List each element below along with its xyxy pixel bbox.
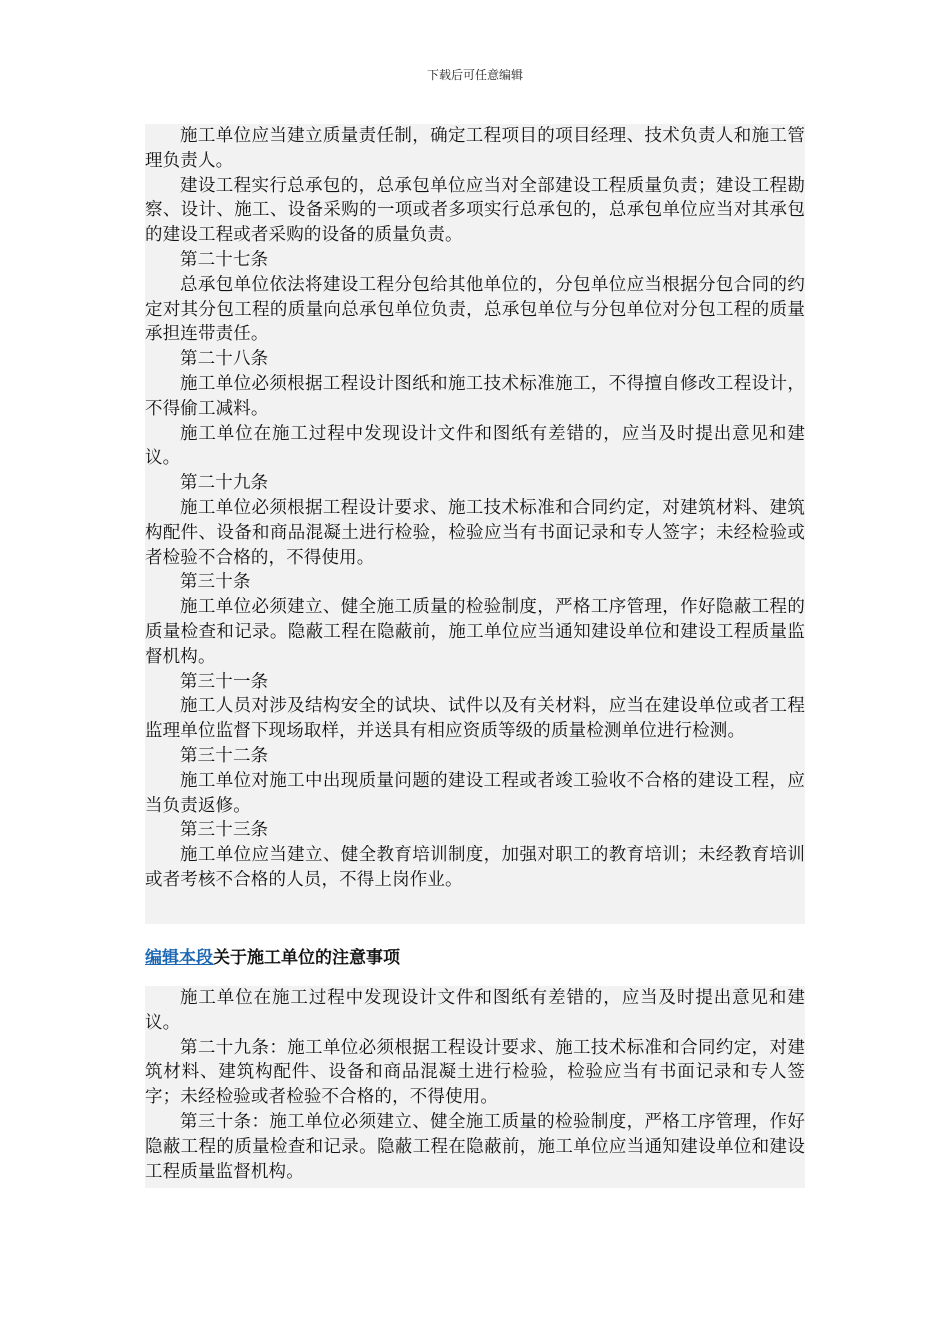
- paragraph: 总承包单位依法将建设工程分包给其他单位的，分包单位应当根据分包合同的约定对其分包工程的质量向总承包单位负责，总承包单位与分包单位对分包工程的质量承担连带责任。: [145, 274, 805, 345]
- paragraph: 施工单位必须建立、健全施工质量的检验制度，严格工序管理，作好隐蔽工程的质量检查和记录。隐蔽工程在隐蔽前，施工单位应当通知建设单位和建设工程质量监督机构。: [145, 597, 805, 667]
- article-number: 第三十三条: [180, 820, 269, 841]
- paragraph: 施工单位应当建立、健全教育培训制度，加强对职工的教育培训；未经教育培训或者考核不合格的人员，不得上岗作业。: [145, 845, 805, 890]
- section-heading: [145, 943, 805, 968]
- paragraph: 建设工程实行总承包的，总承包单位应当对全部建设工程质量负责；建设工程勘察、设计、施工、设备采购的一项或者多项实行总承包的，总承包单位应当对其承包的建设工程或者采购的设备的质量负责。: [145, 175, 805, 246]
- paragraph: 施工单位必须根据工程设计图纸和施工技术标准施工，不得擅自修改工程设计，不得偷工减料。: [145, 373, 805, 419]
- paragraph: 施工单位对施工中出现质量问题的建设工程或者竣工验收不合格的建设工程，应当负责返修。: [145, 770, 805, 816]
- article-section-1: [145, 124, 805, 924]
- article-number: 第三十二条: [180, 745, 269, 766]
- section-title: 关于施工单位的注意事项: [213, 948, 400, 968]
- paragraph: 施工单位必须根据工程设计要求、施工技术标准和合同约定，对建筑材料、建筑构配件、设备和商品混凝土进行检验，检验应当有书面记录和专人签字；未经检验或者检验不合格的，不得使用。: [145, 497, 805, 568]
- paragraph: 施工单位在施工过程中发现设计文件和图纸有差错的，应当及时提出意见和建议。: [145, 423, 805, 469]
- page-header: 下载后可任意编辑: [426, 68, 523, 82]
- article-number: 第三十一条: [180, 671, 269, 692]
- article-number: 第二十八条: [180, 349, 269, 370]
- paragraph: 施工单位在施工过程中发现设计文件和图纸有差错的，应当及时提出意见和建议。: [145, 988, 805, 1033]
- paragraph: 第三十条：施工单位必须建立、健全施工质量的检验制度，严格工序管理，作好隐蔽工程的质量检查和记录。隐蔽工程在隐蔽前，施工单位应当通知建设单位和建设工程质量监督机构。: [145, 1111, 805, 1182]
- article-number: 第二十七条: [180, 249, 269, 270]
- edit-section-link[interactable]: 编辑本段: [145, 948, 213, 968]
- paragraph: 施工人员对涉及结构安全的试块、试件以及有关材料，应当在建设单位或者工程监理单位监督下现场取样，并送具有相应资质等级的质量检测单位进行检测。: [145, 696, 805, 742]
- paragraph: 施工单位应当建立质量责任制，确定工程项目的项目经理、技术负责人和施工管理负责人。: [145, 126, 805, 171]
- article-number: 第二十九条: [180, 473, 269, 494]
- article-number: 第三十条: [180, 572, 251, 593]
- article-section-2: [145, 986, 805, 1188]
- paragraph: 第二十九条：施工单位必须根据工程设计要求、施工技术标准和合同约定，对建筑材料、建筑构配件、设备和商品混凝土进行检验，检验应当有书面记录和专人签字；未经检验或者检验不合格的，不得使用。: [145, 1037, 805, 1108]
